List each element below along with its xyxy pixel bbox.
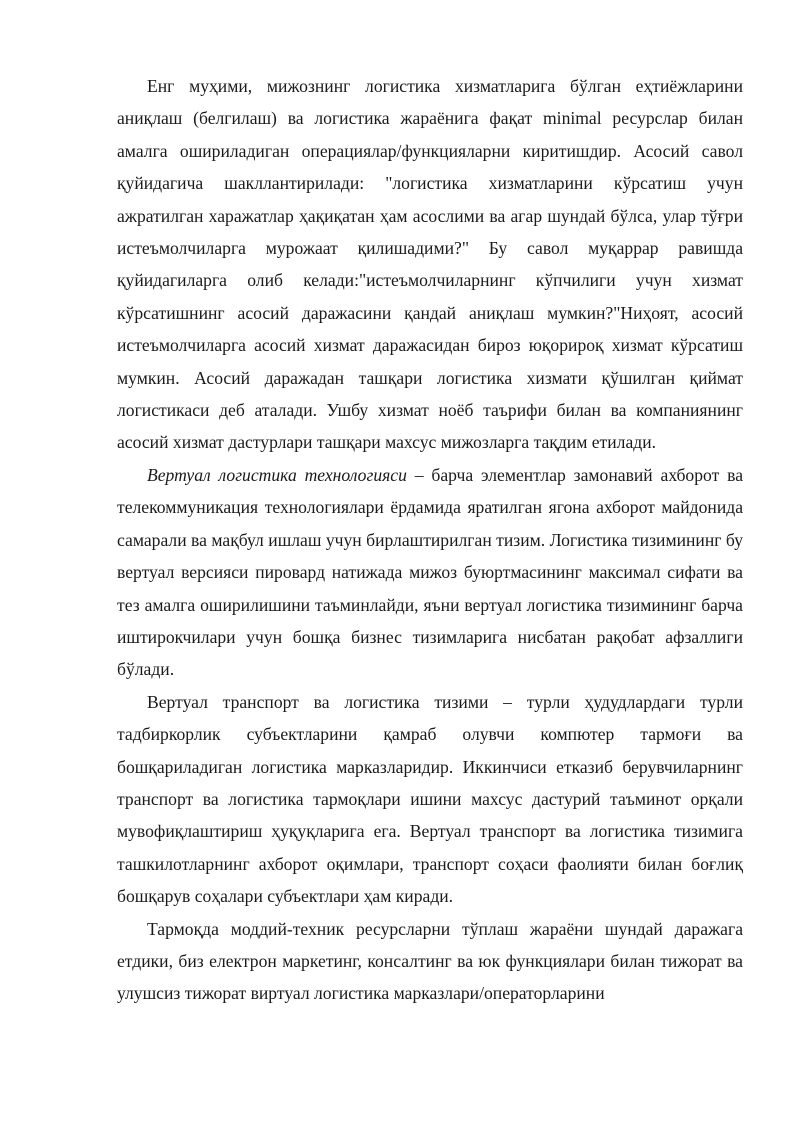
paragraph-logistics-needs [117, 70, 743, 459]
paragraph-network-resources [117, 913, 743, 1010]
paragraph-text: – барча элементлар замонавий ахборот ва телекоммуникация технологиялари ёрдамида яратилган ягона ахборот майдонида самарали ва мақбул ишлаш учун бирлаштирилган тизим. Логистика тизимининг бу вертуал версияси пировард натижада мижоз буюртмасининг максимал сифати ва тез амалга оширилишини таъминлайди, яъни вертуал логистика тизимининг барча иштирокчилари учун бошқа бизнес тизимларига нисбатан рақобат афзаллиги бўлади. [117, 464, 744, 680]
term-virtual-logistics-technology: Вертуал логистика технологияси [147, 464, 407, 485]
paragraph-text: Тармоқда моддий-техник ресурсларни тўплаш жараёни шундай даражага етдики, биз електрон маркетинг, консалтинг ва юк функциялари билан тижорат ва улушсиз тижорат виртуал логистика марказлари/операторларини [117, 918, 743, 1004]
paragraph-virtual-transport-system [117, 686, 743, 913]
document-page [117, 70, 743, 1010]
paragraph-text: Енг муҳими, мижознинг логистика хизматларига бўлган еҳтиёжларини аниқлаш (белгилаш) ва логистика жараёнига фақат minimal ресурслар билан амалга ошириладиган операциялар/функцияларни киритишдир. Асосий савол қуйидагича шакллантирилади: "логистика хизматларини кўрсатиш учун ажратилган харажатлар ҳақиқатан ҳам асослими ва агар шундай бўлса, улар тўғри истеъмолчиларга мурожаат қилишадими?" Бу савол муқаррар равишда қуйидагиларга олиб келади:"истеъмолчиларнинг кўпчилиги учун хизмат кўрсатишнинг асосий даражасини қандай аниқлаш мумкин?"Ниҳоят, асосий истеъмолчиларга асосий хизмат даражасидан бироз юқорироқ хизмат кўрсатиш мумкин. Асосий даражадан ташқари логистика хизмати қўшилган қиймат логистикаси деб аталади. Ушбу хизмат ноёб таърифи билан ва компаниянинг асосий хизмат дастурлари ташқари махсус мижозларга тақдим етилади. [117, 76, 743, 453]
paragraph-virtual-logistics-technology [117, 459, 743, 686]
paragraph-text: Вертуал транспорт ва логистика тизими – турли ҳудудлардаги турли тадбиркорлик субъектларини қамраб олувчи компютер тармоғи ва бошқариладиган логистика марказларидир. Иккинчиси етказиб берувчиларнинг транспорт ва логистика тармоқлари ишини махсус дастурий таъминот орқали мувофиқлаштириш ҳуқуқларига ега. Вертуал транспорт ва логистика тизимига ташкилотларнинг ахборот оқимлари, транспорт соҳаси фаолияти билан боғлиқ бошқарув соҳалари субъектлари ҳам киради. [117, 691, 743, 907]
